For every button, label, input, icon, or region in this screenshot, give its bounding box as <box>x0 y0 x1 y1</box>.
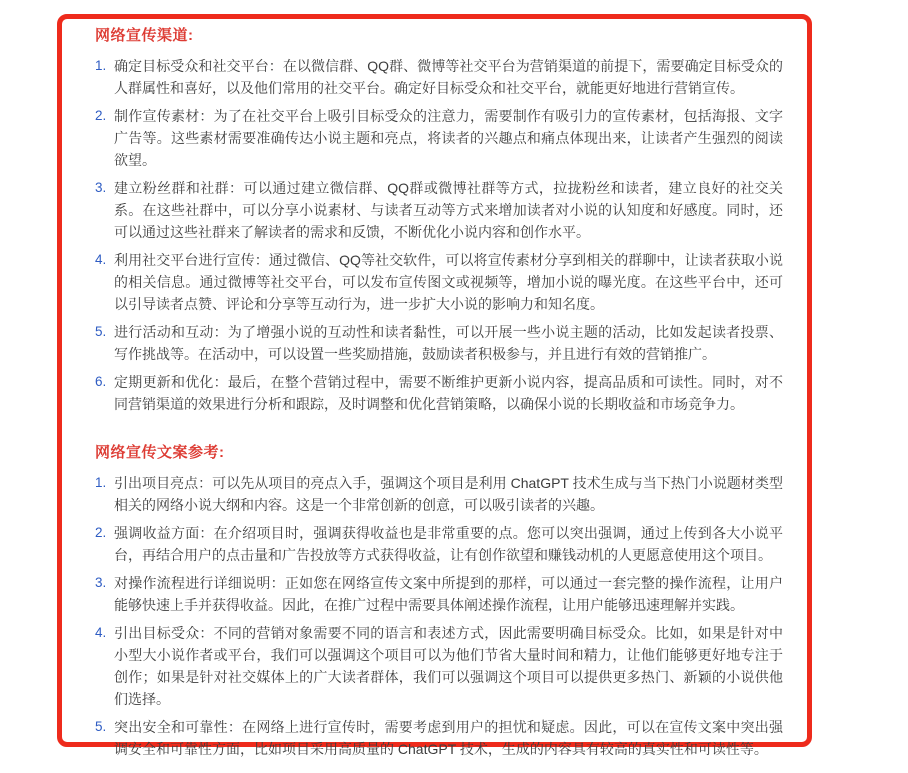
item-text: 进行活动和互动：为了增强小说的互动性和读者黏性，可以开展一些小说主题的活动，比如发起读者投票、写作挑战等。在活动中，可以设置一些奖励措施，鼓励读者积极参与，并且进行有效的营销推广。 <box>114 324 783 362</box>
item-text: 引出目标受众：不同的营销对象需要不同的语言和表述方式，因此需要明确目标受众。比如，如果是针对中小型大小说作者或平台，我们可以强调这个项目可以为他们节省大量时间和精力，让他们能够更好地专注于创作；如果是针对社交媒体上的广大读者群体，我们可以强调这个项目可以提供更多热门、新颖的小说供他们选择。 <box>114 625 783 707</box>
copywriting-reference-list <box>95 472 783 760</box>
list-item <box>95 105 783 171</box>
item-number: 1. <box>95 475 107 490</box>
list-item <box>95 321 783 365</box>
red-annotation-box <box>57 14 812 757</box>
item-number: 4. <box>95 252 107 267</box>
list-item <box>95 716 783 760</box>
item-text: 突出安全和可靠性：在网络上进行宣传时，需要考虑到用户的担忧和疑虑。因此，可以在宣传文案中突出强调安全和可靠性方面，比如项目采用高质量的 ChatGPT 技术，生成的内容具有较高的真实性和可读性等。 <box>114 719 783 757</box>
promo-channels-list <box>95 55 783 415</box>
item-text: 对操作流程进行详细说明：正如您在网络宣传文案中所提到的那样，可以通过一套完整的操作流程，让用户能够快速上手并获得收益。因此，在推广过程中需要具体阐述操作流程，让用户能够迅速理解并实践。 <box>114 575 783 613</box>
item-number: 5. <box>95 324 107 339</box>
item-text: 定期更新和优化：最后，在整个营销过程中，需要不断维护更新小说内容，提高品质和可读性。同时，对不同营销渠道的效果进行分析和跟踪，及时调整和优化营销策略，以确保小说的长期收益和市场竞争力。 <box>114 374 783 412</box>
item-number: 6. <box>95 374 107 389</box>
item-text: 利用社交平台进行宣传：通过微信、QQ等社交软件，可以将宣传素材分享到相关的群聊中，让读者获取小说的相关信息。通过微博等社交平台，可以发布宣传图文或视频等，增加小说的曝光度。在这些平台中，还可以引导读者点赞、评论和分享等互动行为，进一步扩大小说的影响力和知名度。 <box>114 252 783 312</box>
item-text: 建立粉丝群和社群：可以通过建立微信群、QQ群或微博社群等方式，拉拢粉丝和读者，建立良好的社交关系。在这些社群中，可以分享小说素材、与读者互动等方式来增加读者对小说的认知度和好感度。同时，还可以通过这些社群来了解读者的需求和反馈，不断优化小说内容和创作水平。 <box>114 180 783 240</box>
list-item <box>95 371 783 415</box>
item-number: 3. <box>95 180 107 195</box>
item-text: 制作宣传素材：为了在社交平台上吸引目标受众的注意力，需要制作有吸引力的宣传素材，包括海报、文字广告等。这些素材需要准确传达小说主题和亮点，将读者的兴趣点和痛点体现出来，让读者产生强烈的阅读欲望。 <box>114 108 783 168</box>
list-item <box>95 622 783 710</box>
section-heading-copywriting-reference: 网络宣传文案参考: <box>95 444 225 461</box>
list-item <box>95 472 783 516</box>
item-number: 3. <box>95 575 107 590</box>
item-number: 4. <box>95 625 107 640</box>
list-item <box>95 55 783 99</box>
list-item <box>95 249 783 315</box>
item-number: 2. <box>95 525 107 540</box>
list-item <box>95 177 783 243</box>
item-number: 1. <box>95 58 107 73</box>
list-item <box>95 522 783 566</box>
list-item <box>95 572 783 616</box>
item-text: 引出项目亮点：可以先从项目的亮点入手，强调这个项目是利用 ChatGPT 技术生成与当下热门小说题材类型相关的网络小说大纲和内容。这是一个非常创新的创意，可以吸引读者的兴趣。 <box>114 475 783 513</box>
item-text: 确定目标受众和社交平台：在以微信群、QQ群、微博等社交平台为营销渠道的前提下，需要确定目标受众的人群属性和喜好，以及他们常用的社交平台。确定好目标受众和社交平台，就能更好地进行营销宣传。 <box>114 58 783 96</box>
item-number: 2. <box>95 108 107 123</box>
item-text: 强调收益方面：在介绍项目时，强调获得收益也是非常重要的点。您可以突出强调，通过上传到各大小说平台，再结合用户的点击量和广告投放等方式获得收益，让有创作欲望和赚钱动机的人更愿意使用这个项目。 <box>114 525 783 563</box>
section-heading-promo-channels: 网络宣传渠道: <box>95 27 194 44</box>
item-number: 5. <box>95 719 107 734</box>
